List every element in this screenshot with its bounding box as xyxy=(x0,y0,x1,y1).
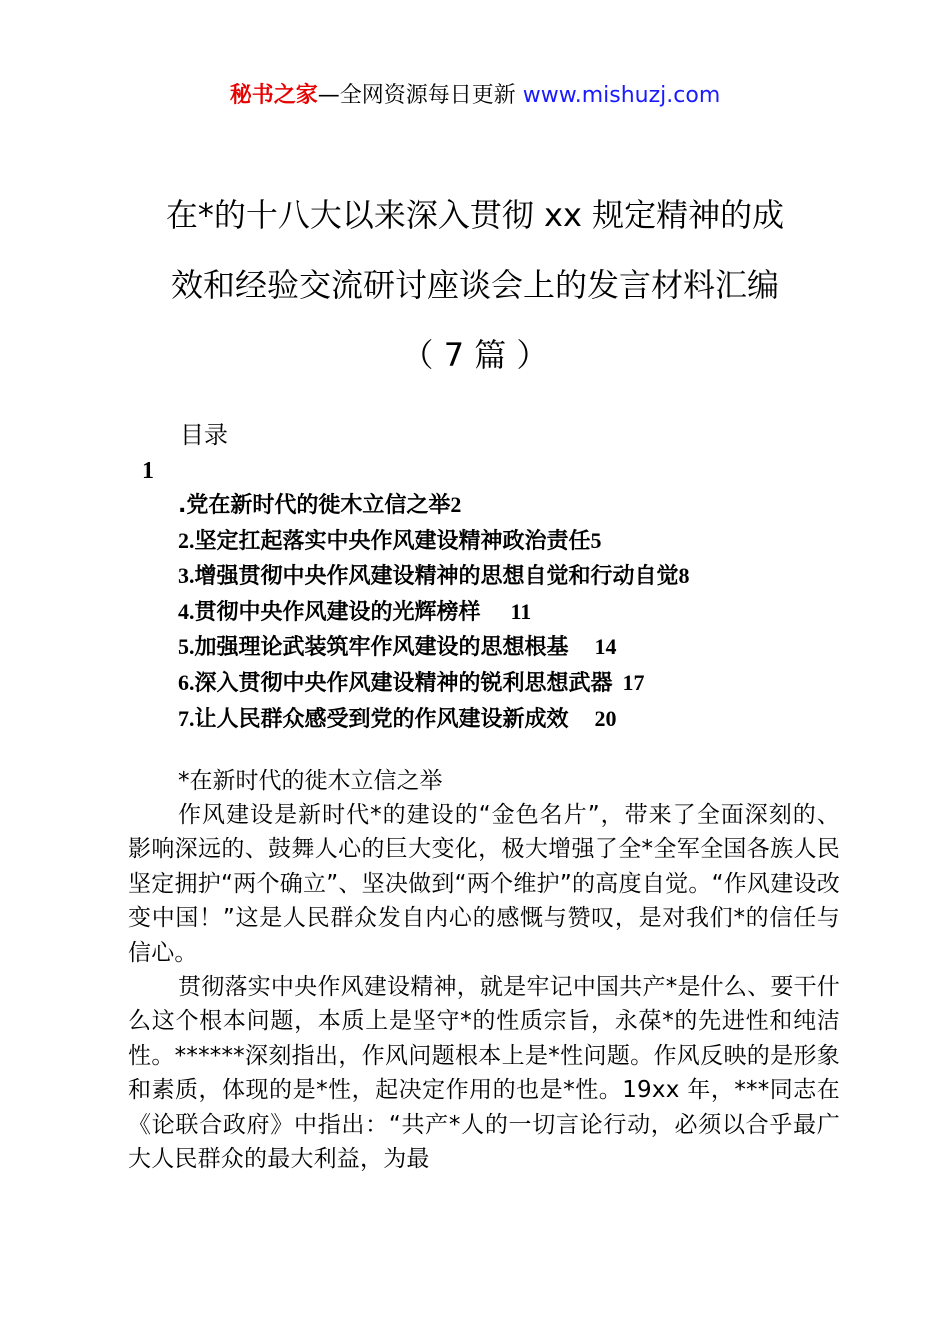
toc-item-text: 坚定扛起落实中央作风建设精神政治责任 xyxy=(194,528,591,554)
toc-item-number: 6. xyxy=(178,669,195,695)
toc-item-page: 2 xyxy=(450,492,462,517)
toc-item-2[interactable] xyxy=(178,524,690,560)
toc-item-5[interactable] xyxy=(178,630,690,666)
table-of-contents xyxy=(178,488,690,737)
body-paragraph-2: 贯彻落实中央作风建设精神，就是牢记中国共产*是什么、要干什么这个根本问题，本质上是坚守*的性质宗旨，永葆*的先进性和纯洁性。******深刻指出，作风问题根本上是*性问题。作风反映的是形象和素质，体现的是*性，起决定作用的也是*性。19xx 年，***同志在《论联合政府》中指出：“共产*人的一切言论行动，必须以合乎最广大人民群众的最大利益，为最 xyxy=(128,974,840,1173)
toc-item-4[interactable] xyxy=(178,595,690,631)
toc-item-text: 让人民群众感受到党的作风建设新成效 xyxy=(194,706,569,732)
toc-item-text: 贯彻中央作风建设的光辉榜样 xyxy=(194,599,481,625)
toc-item-number: 2. xyxy=(178,527,195,553)
toc-item-page: 20 xyxy=(594,705,617,731)
body-paragraph-1: 作风建设是新时代*的建设的“金色名片”，带来了全面深刻的、影响深远的、鼓舞人心的巨大变化，极大增强了全*全军全国各族人民坚定拥护“两个确立”、坚决做到“两个维护”的高度自觉。“作风建设改变中国！”这是人民群众发自内心的感慨与赞叹，是对我们*的信任与信心。 xyxy=(128,802,840,966)
toc-item-3[interactable] xyxy=(178,559,690,595)
toc-item-page: 17 xyxy=(622,669,645,695)
toc-item-page: 5 xyxy=(590,527,602,553)
toc-item-text: .党在新时代的徙木立信之举 xyxy=(178,493,451,518)
document-body xyxy=(128,764,840,1176)
banner-slogan: —全网资源每日更新 xyxy=(317,83,523,108)
toc-item-page: 11 xyxy=(510,598,532,624)
toc-item-1[interactable] xyxy=(178,488,690,524)
title-line-3: （ 7 篇 ） xyxy=(401,336,549,374)
toc-item-text: 深入贯彻中央作风建设精神的锐利思想武器 xyxy=(194,670,613,696)
toc-item-number: 4. xyxy=(178,598,195,624)
toc-item-page: 8 xyxy=(678,563,690,589)
banner-url-link[interactable]: www.mishuzj.com xyxy=(522,83,721,108)
toc-item-7[interactable] xyxy=(178,702,690,738)
toc-heading: 目录 xyxy=(180,421,228,449)
toc-first-number: 1 xyxy=(142,458,154,484)
title-line-2: 效和经验交流研讨座谈会上的发言材料汇编 xyxy=(170,266,779,304)
toc-item-6[interactable] xyxy=(178,666,690,702)
toc-item-number: 7. xyxy=(178,705,195,731)
site-banner xyxy=(0,80,950,112)
toc-item-text: 增强贯彻中央作风建设精神的思想自觉和行动自觉 xyxy=(194,564,679,590)
toc-item-number: 3. xyxy=(178,563,195,589)
document-title xyxy=(100,180,850,390)
section-heading: *在新时代的徙木立信之举 xyxy=(178,768,443,794)
banner-brand: 秘书之家 xyxy=(229,83,318,108)
toc-item-number: 5. xyxy=(178,634,195,660)
toc-item-page: 14 xyxy=(594,634,617,660)
toc-item-text: 加强理论武装筑牢作风建设的思想根基 xyxy=(194,635,569,661)
title-line-1: 在*的十八大以来深入贯彻 xx 规定精神的成 xyxy=(165,196,785,234)
